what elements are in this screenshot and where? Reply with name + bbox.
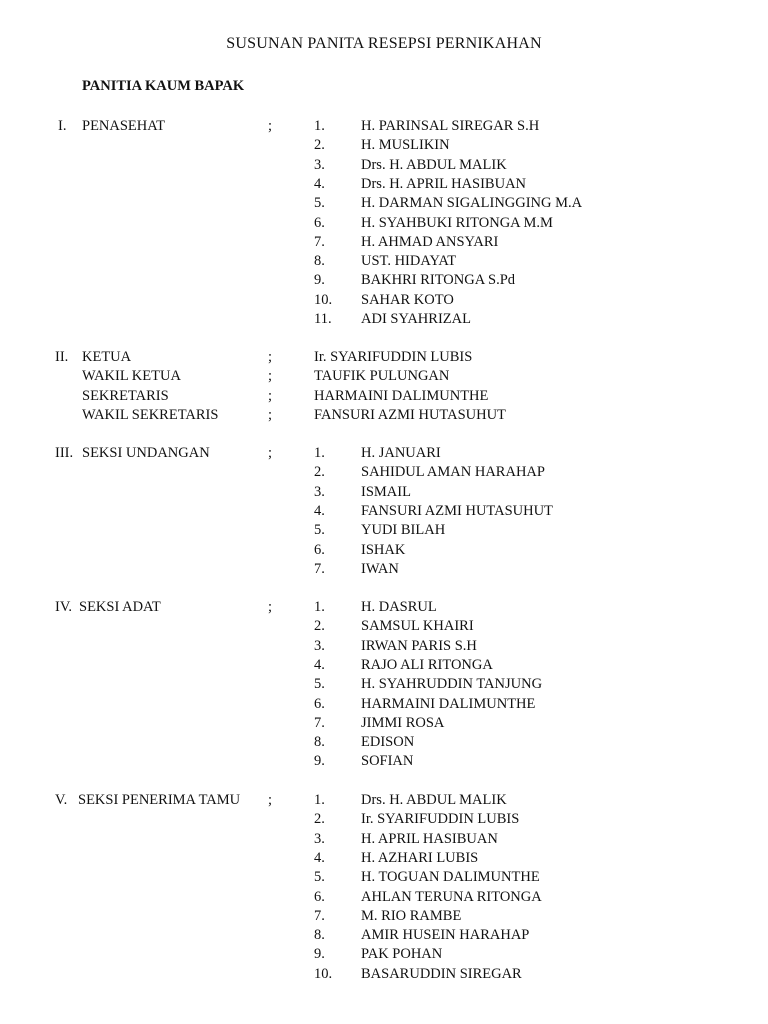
member-number: 11.	[314, 311, 332, 327]
section-numeral: IV.	[55, 599, 73, 615]
section-label: PENASEHAT	[82, 118, 165, 134]
role-row	[0, 367, 768, 386]
member-name: H. AZHARI LUBIS	[361, 849, 479, 866]
member-number: 7.	[314, 714, 325, 731]
member-number: 5.	[314, 522, 325, 539]
section-numeral: III.	[55, 445, 74, 461]
role-row	[0, 406, 768, 425]
member-row	[0, 675, 768, 694]
member-name: Ir. SYARIFUDDIN LUBIS	[361, 811, 520, 828]
member-number: 5.	[314, 195, 325, 212]
member-row	[0, 656, 768, 675]
member-row	[0, 637, 768, 656]
member-row	[0, 965, 768, 984]
member-row	[0, 810, 768, 829]
member-name: H. APRIL HASIBUAN	[361, 830, 498, 847]
member-name: SAHAR KOTO	[361, 291, 454, 308]
member-name: H. SYAHBUKI RITONGA M.M	[361, 214, 553, 231]
member-name: Drs. H. ABDUL MALIK	[361, 792, 507, 808]
member-name: ISMAIL	[361, 483, 411, 500]
member-name: BASARUDDIN SIREGAR	[361, 965, 522, 982]
role-value: Ir. SYARIFUDDIN LUBIS	[314, 349, 473, 365]
member-name: H. DARMAN SIGALINGGING M.A	[361, 195, 583, 212]
member-number: 10.	[314, 965, 333, 982]
section-numeral: V.	[55, 792, 68, 808]
member-number: 2.	[314, 137, 325, 154]
member-row	[0, 214, 768, 233]
member-row	[0, 868, 768, 887]
member-name: IRWAN PARIS S.H	[361, 637, 477, 654]
member-row	[0, 849, 768, 868]
member-name: BAKHRI RITONGA S.Pd	[361, 272, 516, 289]
member-row	[0, 463, 768, 482]
member-name: ADI SYAHRIZAL	[361, 311, 471, 327]
member-row	[0, 560, 768, 579]
section-separator: ;	[268, 445, 273, 461]
member-row	[0, 541, 768, 560]
member-name: SOFIAN	[361, 753, 414, 770]
member-row	[0, 617, 768, 636]
member-number: 5.	[314, 676, 325, 693]
member-name: FANSURI AZMI HUTASUHUT	[361, 502, 553, 519]
member-row	[0, 271, 768, 290]
member-row	[0, 194, 768, 213]
member-row	[0, 136, 768, 155]
member-name: H. JANUARI	[361, 445, 441, 461]
member-number: 3.	[314, 156, 325, 173]
member-number: 9.	[314, 946, 325, 963]
member-number: 6.	[314, 695, 325, 712]
role-label: SEKRETARIS	[82, 387, 169, 404]
member-row	[0, 830, 768, 849]
member-name: AMIR HUSEIN HARAHAP	[361, 927, 530, 944]
member-number: 6.	[314, 888, 325, 905]
member-number: 7.	[314, 233, 325, 250]
member-row	[0, 907, 768, 926]
member-row	[0, 695, 768, 714]
document-subtitle: PANITIA KAUM BAPAK	[82, 78, 245, 94]
member-name: PAK POHAN	[361, 946, 443, 963]
section-separator: ;	[268, 118, 273, 134]
role-separator: ;	[268, 387, 273, 404]
section-numeral: I.	[58, 118, 67, 134]
member-number: 9.	[314, 753, 325, 770]
document-title: SUSUNAN PANITA RESEPSI PERNIKAHAN	[226, 35, 542, 52]
member-number: 8.	[314, 253, 325, 270]
section-label: SEKSI PENERIMA TAMU	[78, 792, 241, 808]
member-number: 5.	[314, 869, 325, 886]
member-row	[0, 926, 768, 945]
member-number: 1.	[314, 599, 325, 615]
member-name: Drs. H. APRIL HASIBUAN	[361, 175, 527, 192]
member-number: 8.	[314, 927, 325, 944]
member-number: 3.	[314, 830, 325, 847]
member-name: H. PARINSAL SIREGAR S.H	[361, 118, 540, 134]
member-row	[0, 752, 768, 771]
member-name: HARMAINI DALIMUNTHE	[361, 695, 536, 712]
member-row	[0, 310, 768, 329]
member-name: JIMMI ROSA	[361, 714, 445, 731]
section-separator: ;	[268, 792, 273, 808]
section-separator: ;	[268, 599, 273, 615]
member-number: 6.	[314, 541, 325, 558]
section-label: SEKSI UNDANGAN	[82, 445, 210, 461]
role-label: KETUA	[82, 349, 132, 365]
member-number: 2.	[314, 464, 325, 481]
role-separator: ;	[268, 368, 273, 385]
member-name: H. AHMAD ANSYARI	[361, 233, 499, 250]
member-row	[0, 598, 768, 617]
member-row	[0, 791, 768, 810]
member-number: 1.	[314, 445, 325, 461]
member-name: H. MUSLIKIN	[361, 137, 450, 154]
member-row	[0, 175, 768, 194]
member-name: UST. HIDAYAT	[361, 253, 457, 270]
member-name: EDISON	[361, 734, 415, 751]
section-numeral: II.	[55, 349, 69, 365]
member-number: 7.	[314, 907, 325, 924]
member-name: Drs. H. ABDUL MALIK	[361, 156, 507, 173]
role-label: WAKIL KETUA	[82, 368, 181, 385]
member-number: 4.	[314, 656, 325, 673]
member-name: H. DASRUL	[361, 599, 437, 615]
member-row	[0, 733, 768, 752]
member-row	[0, 117, 768, 136]
role-row	[0, 387, 768, 406]
member-number: 10.	[314, 291, 333, 308]
role-row	[0, 348, 768, 367]
role-value: TAUFIK PULUNGAN	[314, 368, 450, 385]
member-number: 4.	[314, 175, 325, 192]
member-name: RAJO ALI RITONGA	[361, 656, 493, 673]
member-name: H. TOGUAN DALIMUNTHE	[361, 869, 540, 886]
member-number: 1.	[314, 118, 325, 134]
member-row	[0, 945, 768, 964]
role-separator: ;	[268, 349, 273, 365]
member-number: 2.	[314, 618, 325, 635]
member-row	[0, 483, 768, 502]
member-row	[0, 888, 768, 907]
member-row	[0, 502, 768, 521]
member-name: ISHAK	[361, 541, 406, 558]
member-name: SAMSUL KHAIRI	[361, 618, 474, 635]
member-row	[0, 233, 768, 252]
member-row	[0, 521, 768, 540]
member-number: 1.	[314, 792, 325, 808]
role-separator: ;	[268, 406, 273, 423]
member-number: 7.	[314, 560, 325, 577]
member-name: YUDI BILAH	[361, 522, 446, 539]
member-row	[0, 291, 768, 310]
role-value: HARMAINI DALIMUNTHE	[314, 387, 489, 404]
member-number: 4.	[314, 502, 325, 519]
member-row	[0, 714, 768, 733]
member-name: IWAN	[361, 560, 399, 577]
member-row	[0, 444, 768, 463]
member-name: H. SYAHRUDDIN TANJUNG	[361, 676, 543, 693]
member-row	[0, 252, 768, 271]
member-number: 9.	[314, 272, 325, 289]
section-label: SEKSI ADAT	[79, 599, 161, 615]
member-name: M. RIO RAMBE	[361, 907, 462, 924]
member-number: 6.	[314, 214, 325, 231]
member-number: 2.	[314, 811, 325, 828]
role-label: WAKIL SEKRETARIS	[82, 406, 219, 423]
member-number: 3.	[314, 483, 325, 500]
member-number: 4.	[314, 849, 325, 866]
role-value: FANSURI AZMI HUTASUHUT	[314, 406, 506, 423]
member-number: 8.	[314, 734, 325, 751]
member-name: AHLAN TERUNA RITONGA	[361, 888, 542, 905]
member-name: SAHIDUL AMAN HARAHAP	[361, 464, 545, 481]
member-number: 3.	[314, 637, 325, 654]
member-row	[0, 156, 768, 175]
